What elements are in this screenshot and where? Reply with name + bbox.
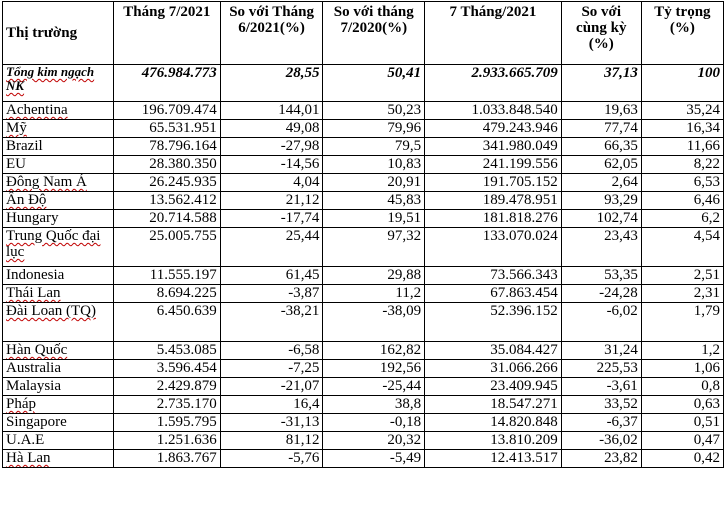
vs-last-year-cell: 20,91	[323, 174, 425, 192]
market-cell: Mỹ	[3, 120, 114, 138]
vs-same-period-cell: 53,35	[561, 267, 641, 285]
vs-same-period-cell: 66,35	[561, 138, 641, 156]
vs-last-year-cell: 45,83	[323, 192, 425, 210]
vs-last-year-cell: 192,56	[323, 360, 425, 378]
month-cell: 11.555.197	[113, 267, 220, 285]
share-cell: 16,34	[641, 120, 723, 138]
ytd-cell: 73.566.343	[425, 267, 562, 285]
share-cell: 4,54	[641, 228, 723, 267]
total-label: Tổng kim ngạch NK	[3, 65, 114, 102]
ytd-cell: 479.243.946	[425, 120, 562, 138]
vs-prev-month-cell: 16,4	[220, 396, 323, 414]
import-market-table	[2, 1, 724, 468]
vs-prev-month-cell: -3,87	[220, 285, 323, 303]
vs-last-year-cell: -25,44	[323, 378, 425, 396]
vs-last-year-cell: 79,5	[323, 138, 425, 156]
share-cell: 6,53	[641, 174, 723, 192]
vs-prev-month-cell: -17,74	[220, 210, 323, 228]
month-cell: 5.453.085	[113, 342, 220, 360]
vs-prev-month-cell: 61,45	[220, 267, 323, 285]
total-vs-prev-month: 28,55	[220, 65, 323, 102]
month-cell: 13.562.412	[113, 192, 220, 210]
vs-prev-month-cell: 25,44	[220, 228, 323, 267]
vs-prev-month-cell: -38,21	[220, 303, 323, 342]
vs-last-year-cell: 97,32	[323, 228, 425, 267]
vs-last-year-cell: 50,23	[323, 102, 425, 120]
vs-same-period-cell: 77,74	[561, 120, 641, 138]
vs-prev-month-cell: -21,07	[220, 378, 323, 396]
vs-same-period-cell: -24,28	[561, 285, 641, 303]
vs-same-period-cell: 23,82	[561, 450, 641, 468]
month-cell: 78.796.164	[113, 138, 220, 156]
month-cell: 1.863.767	[113, 450, 220, 468]
share-cell: 11,66	[641, 138, 723, 156]
ytd-cell: 189.478.951	[425, 192, 562, 210]
vs-last-year-cell: -38,09	[323, 303, 425, 342]
table-row	[3, 174, 724, 192]
market-cell: Hà Lan	[3, 450, 114, 468]
vs-same-period-cell: 23,43	[561, 228, 641, 267]
vs-same-period-cell: -6,02	[561, 303, 641, 342]
share-cell: 1,06	[641, 360, 723, 378]
month-cell: 26.245.935	[113, 174, 220, 192]
share-cell: 2,51	[641, 267, 723, 285]
month-cell: 8.694.225	[113, 285, 220, 303]
market-cell: Pháp	[3, 396, 114, 414]
table-row	[3, 360, 724, 378]
vs-last-year-cell: 162,82	[323, 342, 425, 360]
vs-last-year-cell: 38,8	[323, 396, 425, 414]
vs-same-period-cell: 62,05	[561, 156, 641, 174]
vs-same-period-cell: -36,02	[561, 432, 641, 450]
share-cell: 6,46	[641, 192, 723, 210]
vs-last-year-cell: -0,18	[323, 414, 425, 432]
ytd-cell: 133.070.024	[425, 228, 562, 267]
vs-prev-month-cell: -7,25	[220, 360, 323, 378]
header-vs-same-period: So với cùng kỳ (%)	[561, 2, 641, 65]
vs-last-year-cell: 10,83	[323, 156, 425, 174]
table-row	[3, 156, 724, 174]
ytd-cell: 67.863.454	[425, 285, 562, 303]
ytd-cell: 35.084.427	[425, 342, 562, 360]
header-vs-prev-month: So với Tháng 6/2021(%)	[220, 2, 323, 65]
vs-prev-month-cell: -27,98	[220, 138, 323, 156]
table-row	[3, 378, 724, 396]
share-cell: 0,63	[641, 396, 723, 414]
vs-same-period-cell: -3,61	[561, 378, 641, 396]
month-cell: 196.709.474	[113, 102, 220, 120]
market-cell: Ấn Độ	[3, 192, 114, 210]
vs-prev-month-cell: 49,08	[220, 120, 323, 138]
market-cell: Australia	[3, 360, 114, 378]
vs-same-period-cell: 33,52	[561, 396, 641, 414]
vs-last-year-cell: -5,49	[323, 450, 425, 468]
month-cell: 28.380.350	[113, 156, 220, 174]
market-cell: Malaysia	[3, 378, 114, 396]
market-cell: Trung Quốc đại lục	[3, 228, 114, 267]
share-cell: 8,22	[641, 156, 723, 174]
month-cell: 65.531.951	[113, 120, 220, 138]
ytd-cell: 1.033.848.540	[425, 102, 562, 120]
share-cell: 6,2	[641, 210, 723, 228]
ytd-cell: 14.820.848	[425, 414, 562, 432]
table-row	[3, 210, 724, 228]
header-row	[3, 2, 724, 65]
table-row	[3, 228, 724, 267]
ytd-cell: 23.409.945	[425, 378, 562, 396]
share-cell: 0,51	[641, 414, 723, 432]
vs-prev-month-cell: 4,04	[220, 174, 323, 192]
vs-last-year-cell: 11,2	[323, 285, 425, 303]
market-cell: Brazil	[3, 138, 114, 156]
ytd-cell: 52.396.152	[425, 303, 562, 342]
month-cell: 1.251.636	[113, 432, 220, 450]
header-share: Tỷ trọng (%)	[641, 2, 723, 65]
month-cell: 2.429.879	[113, 378, 220, 396]
table-row	[3, 102, 724, 120]
total-row	[3, 65, 724, 102]
vs-same-period-cell: 102,74	[561, 210, 641, 228]
ytd-cell: 181.818.276	[425, 210, 562, 228]
table-row	[3, 396, 724, 414]
header-month: Tháng 7/2021	[113, 2, 220, 65]
vs-same-period-cell: 19,63	[561, 102, 641, 120]
ytd-cell: 241.199.556	[425, 156, 562, 174]
vs-last-year-cell: 20,32	[323, 432, 425, 450]
month-cell: 20.714.588	[113, 210, 220, 228]
vs-same-period-cell: 93,29	[561, 192, 641, 210]
vs-prev-month-cell: -5,76	[220, 450, 323, 468]
share-cell: 0,8	[641, 378, 723, 396]
vs-prev-month-cell: -14,56	[220, 156, 323, 174]
header-ytd: 7 Tháng/2021	[425, 2, 562, 65]
month-cell: 25.005.755	[113, 228, 220, 267]
share-cell: 0,47	[641, 432, 723, 450]
ytd-cell: 12.413.517	[425, 450, 562, 468]
share-cell: 2,31	[641, 285, 723, 303]
ytd-cell: 18.547.271	[425, 396, 562, 414]
vs-last-year-cell: 29,88	[323, 267, 425, 285]
vs-prev-month-cell: 21,12	[220, 192, 323, 210]
vs-prev-month-cell: -31,13	[220, 414, 323, 432]
market-cell: Indonesia	[3, 267, 114, 285]
month-cell: 6.450.639	[113, 303, 220, 342]
total-month: 476.984.773	[113, 65, 220, 102]
table-row	[3, 120, 724, 138]
vs-last-year-cell: 19,51	[323, 210, 425, 228]
table-row	[3, 414, 724, 432]
vs-same-period-cell: 225,53	[561, 360, 641, 378]
market-cell: Hungary	[3, 210, 114, 228]
market-cell: Đông Nam Á	[3, 174, 114, 192]
market-cell: EU	[3, 156, 114, 174]
vs-prev-month-cell: 81,12	[220, 432, 323, 450]
total-vs-same-period: 37,13	[561, 65, 641, 102]
table-row	[3, 342, 724, 360]
ytd-cell: 341.980.049	[425, 138, 562, 156]
header-vs-last-year: So với tháng 7/2020(%)	[323, 2, 425, 65]
total-ytd: 2.933.665.709	[425, 65, 562, 102]
total-share: 100	[641, 65, 723, 102]
month-cell: 2.735.170	[113, 396, 220, 414]
table-row	[3, 432, 724, 450]
vs-same-period-cell: 31,24	[561, 342, 641, 360]
market-cell: Đài Loan (TQ)	[3, 303, 114, 342]
market-cell: Thái Lan	[3, 285, 114, 303]
vs-same-period-cell: -6,37	[561, 414, 641, 432]
table-row	[3, 450, 724, 468]
table-row	[3, 138, 724, 156]
vs-prev-month-cell: 144,01	[220, 102, 323, 120]
table-row	[3, 303, 724, 342]
vs-same-period-cell: 2,64	[561, 174, 641, 192]
market-cell: U.A.E	[3, 432, 114, 450]
table-row	[3, 285, 724, 303]
ytd-cell: 191.705.152	[425, 174, 562, 192]
ytd-cell: 31.066.266	[425, 360, 562, 378]
share-cell: 0,42	[641, 450, 723, 468]
month-cell: 1.595.795	[113, 414, 220, 432]
month-cell: 3.596.454	[113, 360, 220, 378]
market-cell: Achentina	[3, 102, 114, 120]
share-cell: 1,79	[641, 303, 723, 342]
ytd-cell: 13.810.209	[425, 432, 562, 450]
share-cell: 35,24	[641, 102, 723, 120]
total-vs-last-year: 50,41	[323, 65, 425, 102]
table-row	[3, 267, 724, 285]
table-row	[3, 192, 724, 210]
vs-prev-month-cell: -6,58	[220, 342, 323, 360]
header-market: Thị trường	[3, 2, 114, 65]
share-cell: 1,2	[641, 342, 723, 360]
vs-last-year-cell: 79,96	[323, 120, 425, 138]
market-cell: Singapore	[3, 414, 114, 432]
market-cell: Hàn Quốc	[3, 342, 114, 360]
